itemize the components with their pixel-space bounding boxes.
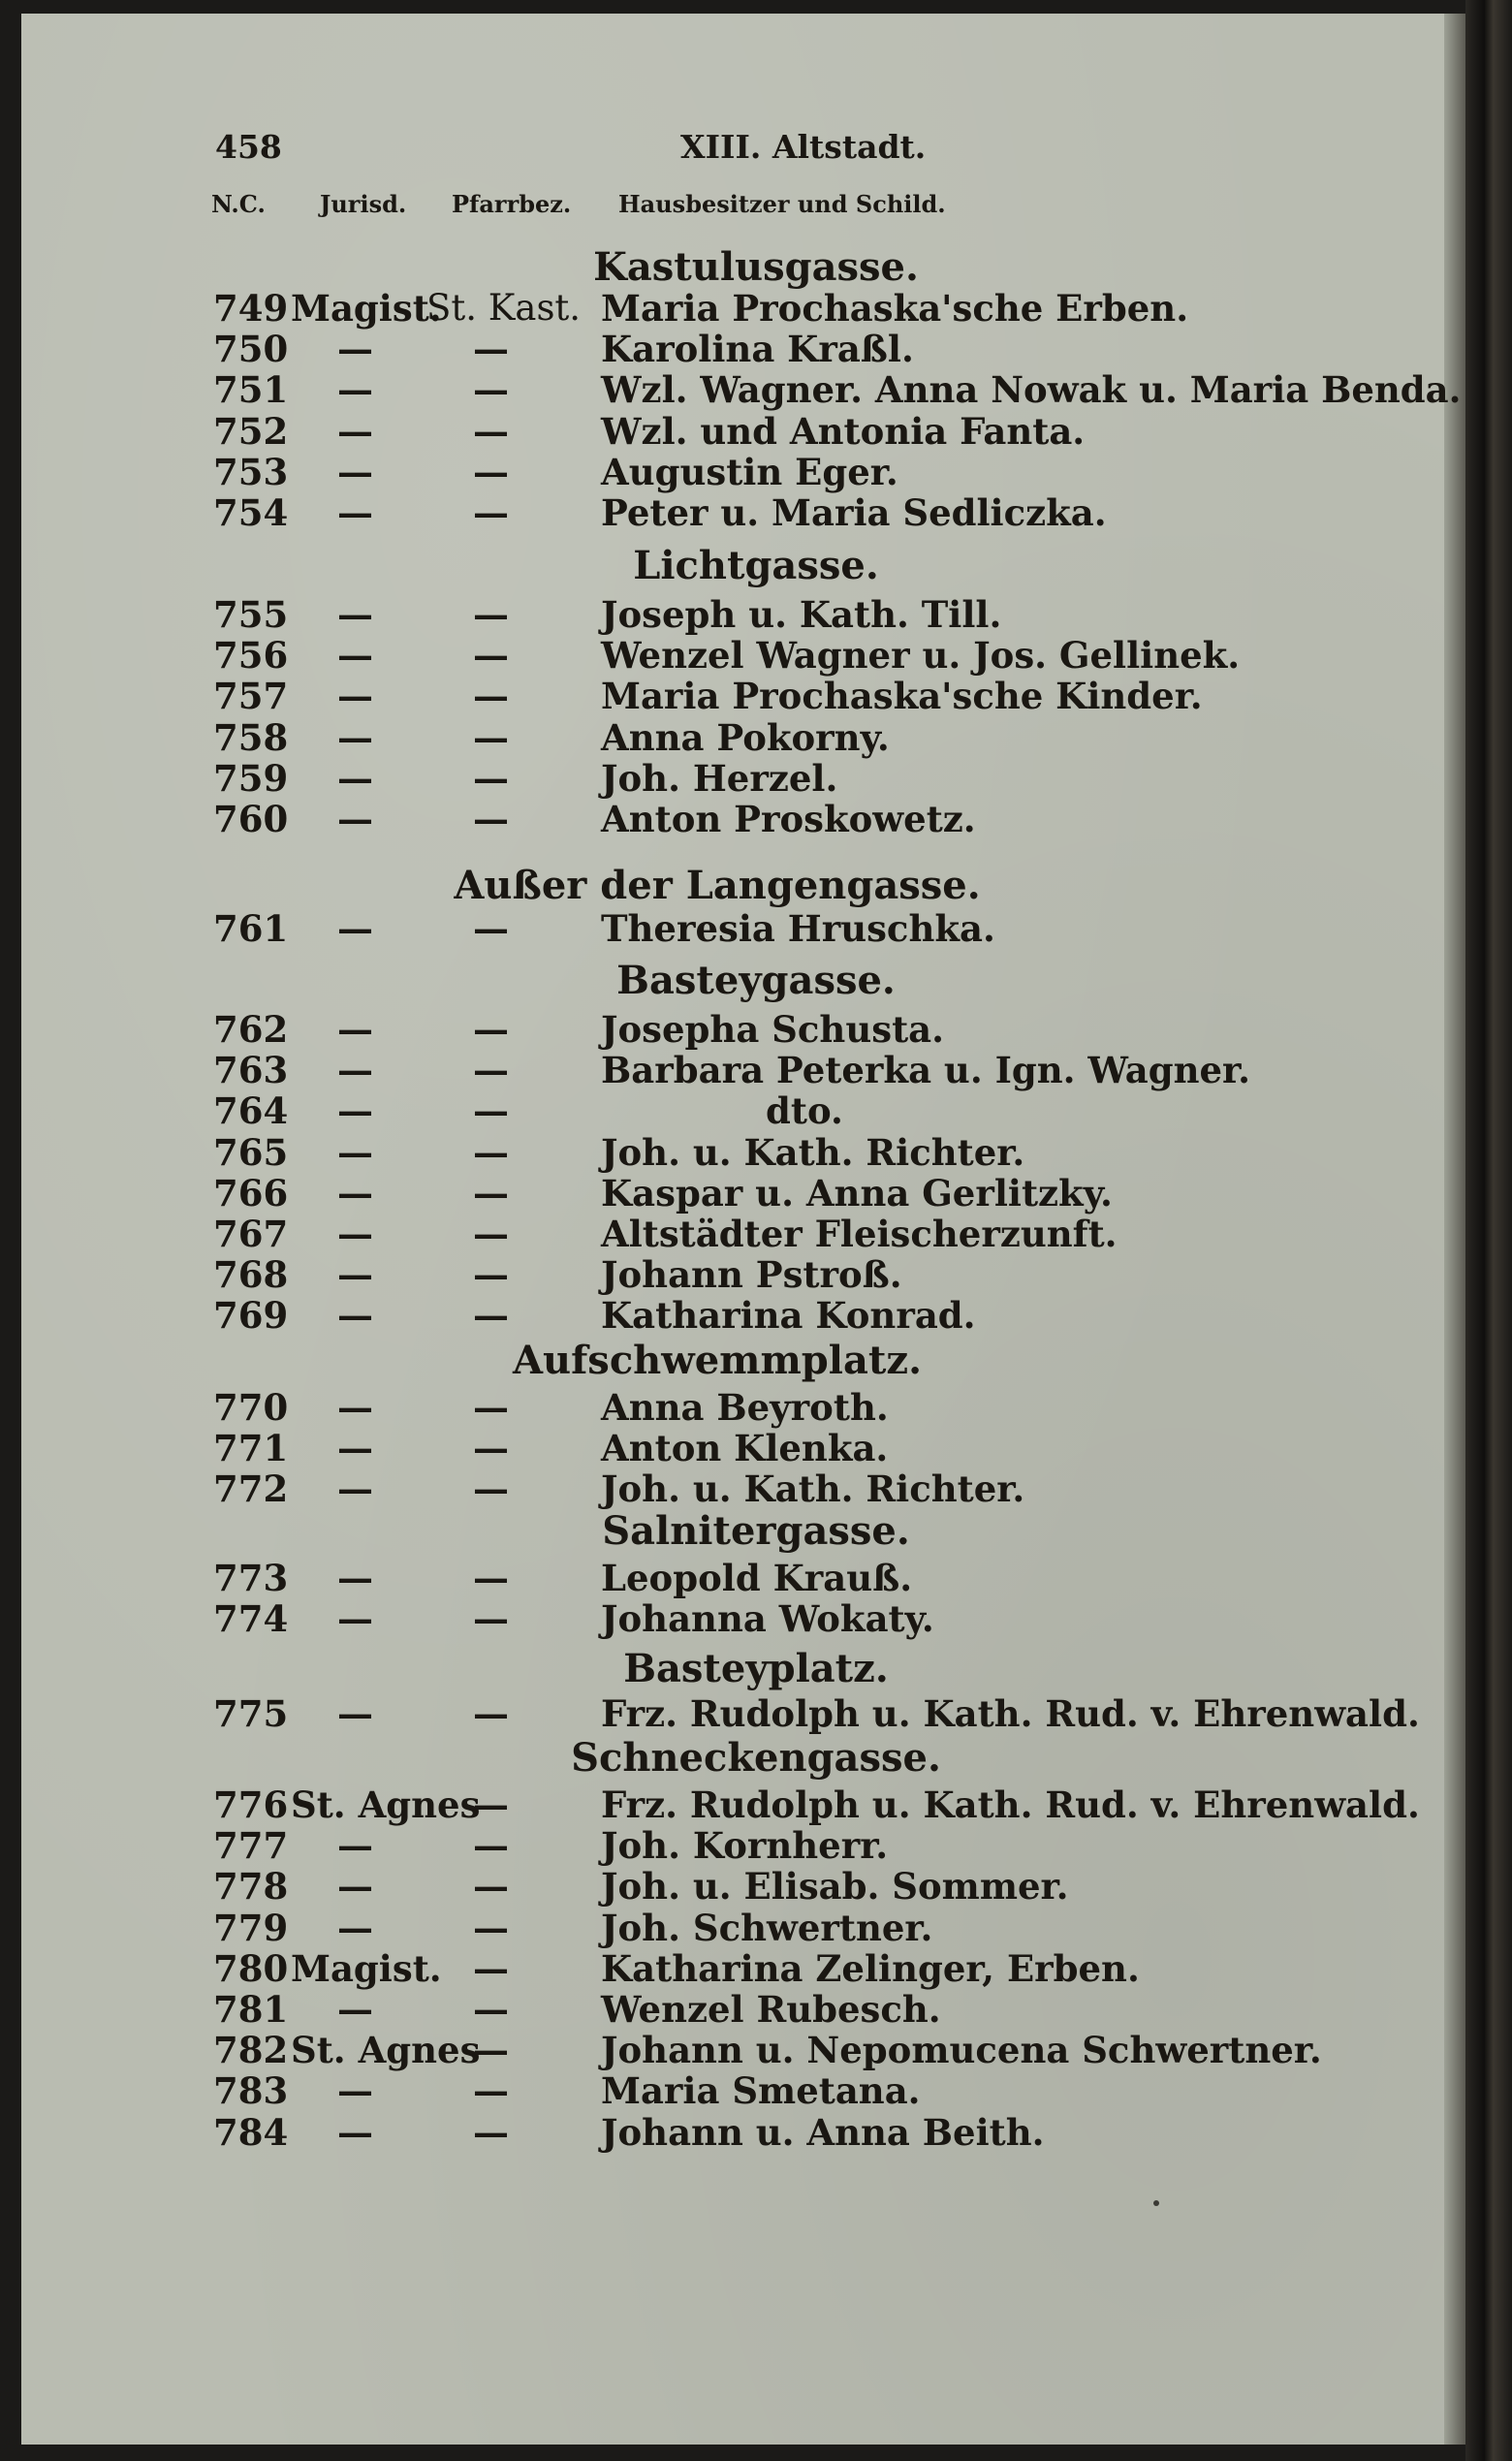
owner-name: dto. <box>766 1089 843 1132</box>
jurisdiction: — <box>337 716 373 759</box>
register-row <box>0 287 1512 328</box>
owner-name: Leopold Krauß. <box>601 1557 913 1599</box>
house-number: 783 <box>213 2069 289 2112</box>
owner-name: Frz. Rudolph u. Kath. Rud. v. Ehrenwald. <box>601 1692 1420 1735</box>
house-number: 771 <box>213 1427 289 1469</box>
parish: — <box>473 1294 509 1337</box>
register-row <box>0 1692 1512 1733</box>
jurisdiction: St. Agnes <box>291 1783 481 1826</box>
house-number: 777 <box>213 1824 289 1867</box>
parish: — <box>473 1557 509 1599</box>
house-number: 782 <box>213 2029 289 2071</box>
street-heading: Lichtgasse. <box>633 543 879 588</box>
street-heading: Salnitergasse. <box>602 1508 910 1554</box>
owner-name: Barbara Peterka u. Ign. Wagner. <box>601 1049 1251 1091</box>
register-row <box>0 757 1512 798</box>
street-heading: Aufschwemmplatz. <box>512 1338 922 1383</box>
house-number: 772 <box>213 1467 289 1510</box>
owner-name: Kaspar u. Anna Gerlitzky. <box>601 1172 1113 1215</box>
jurisdiction: — <box>337 2069 373 2112</box>
owner-name: Wenzel Rubesch. <box>601 1988 941 2031</box>
parish: — <box>473 2029 509 2071</box>
house-number: 774 <box>213 1597 289 1640</box>
jurisdiction: — <box>337 907 373 950</box>
jurisdiction: — <box>337 1131 373 1174</box>
jurisdiction: — <box>337 1049 373 1091</box>
register-row <box>0 907 1512 948</box>
jurisdiction: — <box>337 2111 373 2154</box>
house-number: 755 <box>213 593 289 636</box>
jurisdiction: — <box>337 798 373 840</box>
parish: — <box>473 2069 509 2112</box>
house-number: 758 <box>213 716 289 759</box>
jurisdiction: — <box>337 1597 373 1640</box>
parish: — <box>473 1427 509 1469</box>
register-row <box>0 491 1512 532</box>
house-number: 770 <box>213 1386 289 1429</box>
parish: — <box>473 1597 509 1640</box>
house-number: 768 <box>213 1253 289 1296</box>
jurisdiction: — <box>337 593 373 636</box>
parish: — <box>473 1865 509 1908</box>
register-row <box>0 1008 1512 1049</box>
register-row <box>0 1557 1512 1597</box>
house-number: 769 <box>213 1294 289 1337</box>
owner-name: Johann u. Nepomucena Schwertner. <box>601 2029 1322 2071</box>
jurisdiction: — <box>337 1427 373 1469</box>
jurisdiction: — <box>337 757 373 800</box>
column-header-nc: N.C. <box>211 190 266 218</box>
parish: — <box>473 1988 509 2031</box>
parish: — <box>473 1783 509 1826</box>
parish: — <box>473 634 509 677</box>
parish: — <box>473 451 509 493</box>
house-number: 780 <box>213 1947 289 1990</box>
owner-name: Joh. Herzel. <box>601 757 838 800</box>
owner-name: Joh. u. Kath. Richter. <box>601 1467 1025 1510</box>
register-row <box>0 1131 1512 1172</box>
jurisdiction: — <box>337 1907 373 1949</box>
jurisdiction: — <box>337 1294 373 1337</box>
parish: — <box>473 410 509 453</box>
parish: — <box>473 593 509 636</box>
register-row <box>0 328 1512 368</box>
register-row <box>0 1907 1512 1947</box>
house-number: 784 <box>213 2111 289 2154</box>
owner-name: Joh. Schwertner. <box>601 1907 933 1949</box>
parish: — <box>473 1824 509 1867</box>
register-row <box>0 2111 1512 2152</box>
owner-name: Frz. Rudolph u. Kath. Rud. v. Ehrenwald. <box>601 1783 1420 1826</box>
owner-name: Anton Proskowetz. <box>601 798 976 840</box>
owner-name: Anton Klenka. <box>601 1427 889 1469</box>
owner-name: Augustin Eger. <box>601 451 898 493</box>
house-number: 776 <box>213 1783 289 1826</box>
house-number: 752 <box>213 410 289 453</box>
column-header-pfarr: Pfarrbez. <box>452 190 572 218</box>
register-row <box>0 2029 1512 2069</box>
house-number: 764 <box>213 1089 289 1132</box>
register-row <box>0 1783 1512 1824</box>
register-row <box>0 675 1512 715</box>
owner-name: Anna Pokorny. <box>601 716 890 759</box>
owner-name: Wzl. und Antonia Fanta. <box>601 410 1086 453</box>
jurisdiction: — <box>337 410 373 453</box>
street-heading: Basteyplatz. <box>623 1646 889 1691</box>
column-header-owner: Hausbesitzer und Schild. <box>618 190 946 218</box>
register-row <box>0 1427 1512 1467</box>
owner-name: Maria Smetana. <box>601 2069 921 2112</box>
house-number: 761 <box>213 907 289 950</box>
page-number: 458 <box>215 128 282 166</box>
column-header-jurisd: Jurisd. <box>320 190 407 218</box>
street-heading: Kastulusgasse. <box>593 244 919 290</box>
jurisdiction: — <box>337 1386 373 1429</box>
house-number: 767 <box>213 1213 289 1255</box>
house-number: 749 <box>213 287 289 330</box>
owner-name: Joh. u. Kath. Richter. <box>601 1131 1025 1174</box>
register-row <box>0 1089 1512 1130</box>
parish: — <box>473 328 509 370</box>
owner-name: Theresia Hruschka. <box>601 907 995 950</box>
parish: — <box>473 798 509 840</box>
house-number: 751 <box>213 368 289 411</box>
parish: — <box>473 716 509 759</box>
house-number: 765 <box>213 1131 289 1174</box>
parish: — <box>473 1386 509 1429</box>
register-row <box>0 1947 1512 1988</box>
house-number: 781 <box>213 1988 289 2031</box>
jurisdiction: — <box>337 328 373 370</box>
register-row <box>0 634 1512 675</box>
register-row <box>0 1172 1512 1213</box>
register-row <box>0 716 1512 757</box>
parish: — <box>473 368 509 411</box>
jurisdiction: — <box>337 1557 373 1599</box>
jurisdiction: — <box>337 1253 373 1296</box>
jurisdiction: — <box>337 1467 373 1510</box>
parish: — <box>473 1947 509 1990</box>
owner-name: Peter u. Maria Sedliczka. <box>601 491 1107 534</box>
owner-name: Maria Prochaska'sche Erben. <box>601 287 1189 330</box>
jurisdiction: — <box>337 1008 373 1051</box>
paper-speck <box>1153 2200 1159 2206</box>
register-row <box>0 798 1512 838</box>
register-row <box>0 1049 1512 1089</box>
register-row <box>0 593 1512 634</box>
owner-name: Anna Beyroth. <box>601 1386 889 1429</box>
register-row <box>0 451 1512 491</box>
jurisdiction: — <box>337 1865 373 1908</box>
register-row <box>0 1865 1512 1906</box>
house-number: 750 <box>213 328 289 370</box>
house-number: 760 <box>213 798 289 840</box>
parish: — <box>473 1131 509 1174</box>
street-heading: Schneckengasse. <box>571 1735 941 1781</box>
parish: — <box>473 907 509 950</box>
parish: — <box>473 1049 509 1091</box>
register-row <box>0 1213 1512 1253</box>
parish: — <box>473 1253 509 1296</box>
house-number: 766 <box>213 1172 289 1215</box>
house-number: 759 <box>213 757 289 800</box>
owner-name: Karolina Kraßl. <box>601 328 914 370</box>
jurisdiction: St. Agnes <box>291 2029 481 2071</box>
owner-name: Wzl. Wagner. Anna Nowak u. Maria Benda. <box>601 368 1462 411</box>
register-row <box>0 368 1512 409</box>
jurisdiction: — <box>337 1089 373 1132</box>
parish: — <box>473 675 509 717</box>
jurisdiction: — <box>337 1988 373 2031</box>
owner-name: Johanna Wokaty. <box>601 1597 934 1640</box>
parish: — <box>473 1008 509 1051</box>
jurisdiction: — <box>337 1824 373 1867</box>
parish: St. Kast. <box>426 287 582 329</box>
house-number: 779 <box>213 1907 289 1949</box>
owner-name: Josepha Schusta. <box>601 1008 945 1051</box>
running-head <box>215 128 1339 176</box>
parish: — <box>473 1089 509 1132</box>
register-row <box>0 1294 1512 1335</box>
owner-name: Maria Prochaska'sche Kinder. <box>601 675 1203 717</box>
house-number: 778 <box>213 1865 289 1908</box>
house-number: 756 <box>213 634 289 677</box>
house-number: 773 <box>213 1557 289 1599</box>
owner-name: Altstädter Fleischerzunft. <box>601 1213 1118 1255</box>
owner-name: Johann Pstroß. <box>601 1253 902 1296</box>
register-row <box>0 1824 1512 1865</box>
column-headers <box>211 190 1336 225</box>
owner-name: Katharina Konrad. <box>601 1294 976 1337</box>
street-heading: Außer der Langengasse. <box>454 863 981 908</box>
parish: — <box>473 1213 509 1255</box>
jurisdiction: — <box>337 1172 373 1215</box>
owner-name: Johann u. Anna Beith. <box>601 2111 1045 2154</box>
register-row <box>0 1253 1512 1294</box>
house-number: 763 <box>213 1049 289 1091</box>
jurisdiction: Magist. <box>291 287 442 330</box>
jurisdiction: — <box>337 491 373 534</box>
jurisdiction: — <box>337 451 373 493</box>
house-number: 754 <box>213 491 289 534</box>
parish: — <box>473 1467 509 1510</box>
owner-name: Wenzel Wagner u. Jos. Gellinek. <box>601 634 1241 677</box>
owner-name: Joh. Kornherr. <box>601 1824 889 1867</box>
register-row <box>0 1467 1512 1508</box>
house-number: 775 <box>213 1692 289 1735</box>
parish: — <box>473 2111 509 2154</box>
register-row <box>0 2069 1512 2110</box>
page-title: XIII. Altstadt. <box>680 128 927 166</box>
register-row <box>0 1597 1512 1638</box>
parish: — <box>473 1172 509 1215</box>
owner-name: Joh. u. Elisab. Sommer. <box>601 1865 1069 1908</box>
jurisdiction: — <box>337 1213 373 1255</box>
owner-name: Katharina Zelinger, Erben. <box>601 1947 1140 1990</box>
house-number: 753 <box>213 451 289 493</box>
jurisdiction: — <box>337 634 373 677</box>
jurisdiction: Magist. <box>291 1947 442 1990</box>
parish: — <box>473 1692 509 1735</box>
register-row <box>0 410 1512 451</box>
house-number: 762 <box>213 1008 289 1051</box>
jurisdiction: — <box>337 675 373 717</box>
register-row <box>0 1988 1512 2029</box>
jurisdiction: — <box>337 368 373 411</box>
register-row <box>0 1386 1512 1427</box>
parish: — <box>473 757 509 800</box>
jurisdiction: — <box>337 1692 373 1735</box>
house-number: 757 <box>213 675 289 717</box>
parish: — <box>473 1907 509 1949</box>
parish: — <box>473 491 509 534</box>
owner-name: Joseph u. Kath. Till. <box>601 593 1002 636</box>
street-heading: Basteygasse. <box>616 958 896 1003</box>
